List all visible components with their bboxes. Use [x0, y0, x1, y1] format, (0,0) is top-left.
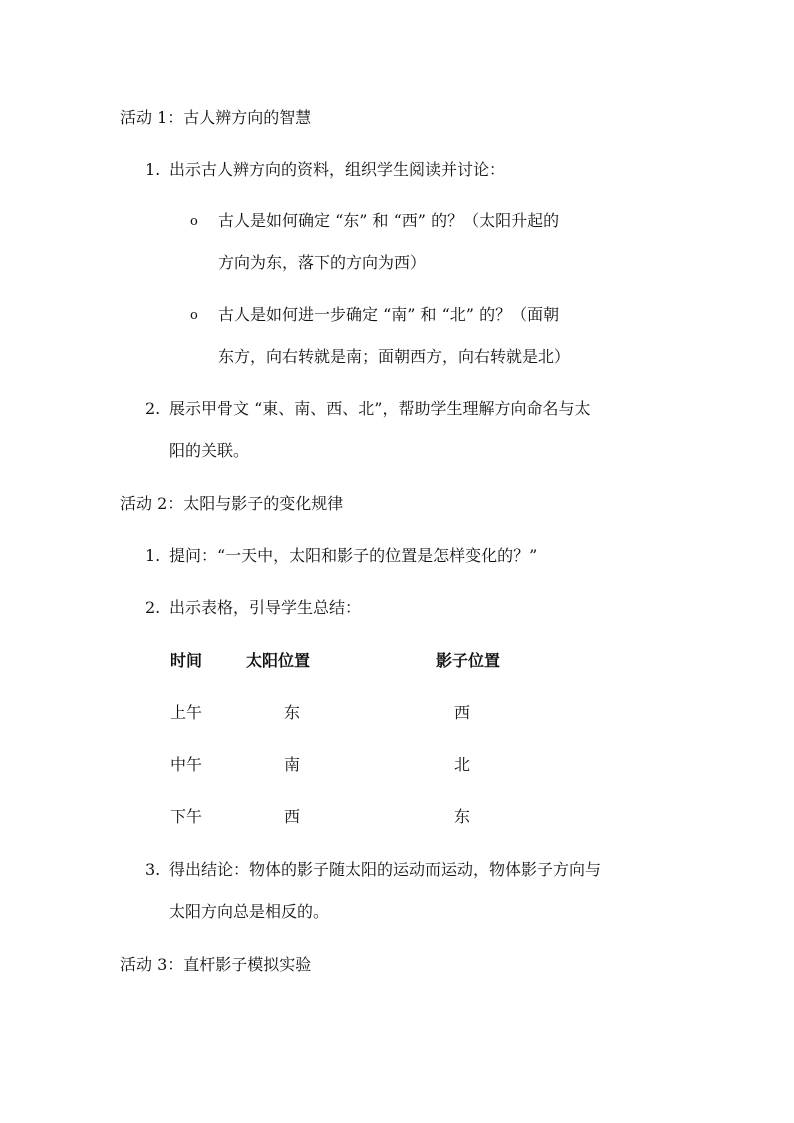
- item-text: 提问：“一天中，太阳和影子的位置是怎样变化的？”: [169, 546, 538, 565]
- activity-3-heading: 活动 3：直杆影子模拟实验: [120, 955, 312, 974]
- table-cell: 中午: [170, 755, 203, 774]
- item-text: 得出结论：物体的影子随太阳的运动而运动，物体影子方向与: [169, 860, 602, 879]
- table-cell: 西: [454, 703, 471, 722]
- activity-1-item-1: [145, 160, 505, 180]
- subitem-1-line-2: 方向为东，落下的方向为西）: [218, 253, 427, 272]
- activity-2-item-3-line-2: 太阳方向总是相反的。: [169, 902, 330, 921]
- bullet-circle-icon: o: [190, 214, 198, 229]
- table-cell: 北: [454, 755, 471, 774]
- item-number: 1.: [145, 546, 161, 565]
- table-cell: 下午: [170, 807, 203, 826]
- item-text: 出示表格，引导学生总结：: [169, 598, 362, 617]
- table-cell: 南: [284, 755, 301, 774]
- table-cell: 东: [454, 807, 471, 826]
- table-cell: 东: [284, 703, 301, 722]
- activity-1-heading: 活动 1：古人辨方向的智慧: [120, 108, 312, 127]
- table-header-time: 时间: [170, 651, 203, 670]
- activity-2-item-2: [145, 598, 361, 618]
- table-cell: 上午: [170, 703, 203, 722]
- item-text: 出示古人辨方向的资料，组织学生阅读并讨论：: [169, 160, 506, 179]
- item-number: 2.: [145, 399, 161, 418]
- bullet-circle-icon: o: [190, 308, 198, 323]
- item-number: 2.: [145, 598, 161, 617]
- item-number: 1.: [145, 160, 161, 179]
- activity-1-item-2-line-2: 阳的关联。: [169, 441, 250, 460]
- item-number: 3.: [145, 860, 161, 879]
- table-header-sun: 太阳位置: [246, 651, 311, 670]
- subitem-2-line-2: 东方，向右转就是南；面朝西方，向右转就是北）: [218, 347, 571, 366]
- item-text: 展示甲骨文 “東、南、西、北”，帮助学生理解方向命名与太: [169, 399, 591, 418]
- activity-2-item-3: [145, 860, 601, 880]
- activity-1-item-2: [145, 399, 590, 419]
- activity-2-item-1: [145, 546, 537, 566]
- table-cell: 西: [284, 807, 301, 826]
- table-header-shadow: 影子位置: [436, 651, 501, 670]
- activity-2-heading: 活动 2：太阳与影子的变化规律: [120, 494, 344, 513]
- subitem-2-line-1: 古人是如何进一步确定 “南” 和 “北” 的？（面朝: [218, 305, 560, 324]
- subitem-1-line-1: 古人是如何确定 “东” 和 “西” 的？（太阳升起的: [218, 211, 560, 230]
